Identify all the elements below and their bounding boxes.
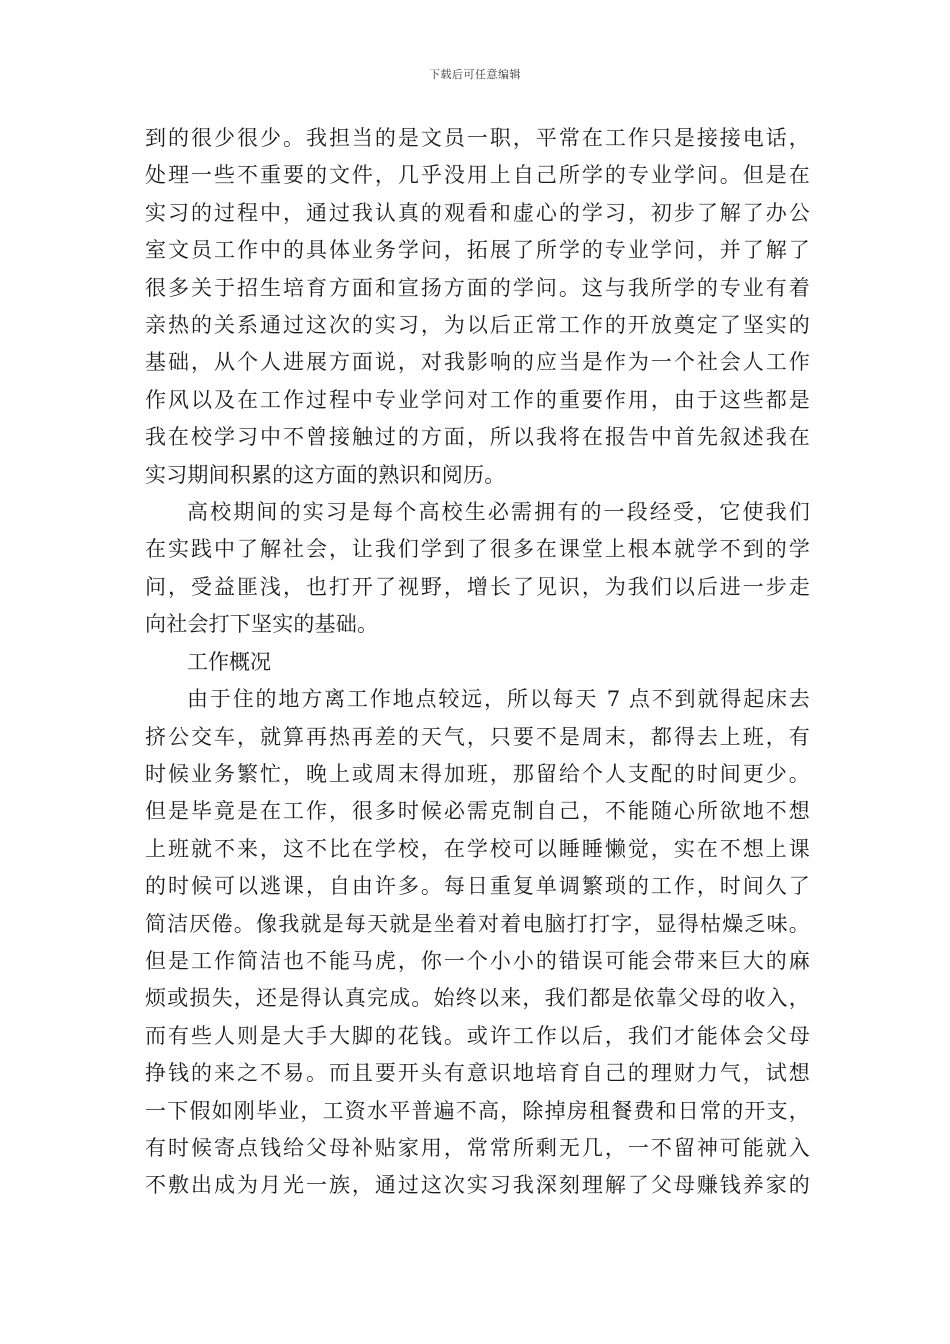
text-line: 挣钱的来之不易。而且要开头有意识地培育自己的理财力气，试想 xyxy=(145,1061,810,1086)
document-body xyxy=(145,120,810,1205)
text-line: 时候业务繁忙，晚上或周末得加班，那留给个人支配的时间更少。 xyxy=(145,761,810,786)
text-line: 亲热的关系通过这次的实习，为以后正常工作的开放奠定了坚实的 xyxy=(145,313,810,338)
text-line: 很多关于招生培育方面和宣扬方面的学问。这与我所学的专业有着 xyxy=(145,275,810,300)
text-line: 高校期间的实习是每个高校生必需拥有的一段经受，它使我们 xyxy=(187,500,810,525)
text-line: 上班就不来，这不比在学校，在学校可以睡睡懒觉，实在不想上课 xyxy=(145,836,810,861)
text-line: 不敷出成为月光一族，通过这次实习我深刻理解了父母赚钱养家的 xyxy=(145,1173,810,1198)
paragraph-2 xyxy=(145,494,810,644)
text-line: 实习期间积累的这方面的熟识和阅历。 xyxy=(145,462,506,487)
text-line: 的时候可以逃课，自由许多。每日重复单调繁琐的工作，时间久了 xyxy=(145,874,810,899)
text-line: 处理一些不重要的文件，几乎没用上自己所学的专业学问。但是在 xyxy=(145,163,810,188)
page-header: 下载后可任意编辑 xyxy=(429,68,521,81)
text-line: 在实践中了解社会，让我们学到了很多在课堂上根本就学不到的学 xyxy=(145,537,810,562)
text-line: 有时候寄点钱给父母补贴家用，常常所剩无几，一不留神可能就入 xyxy=(145,1135,810,1160)
text-line: 作风以及在工作过程中专业学问对工作的重要作用，由于这些都是 xyxy=(145,387,810,412)
text-line: 到的很少很少。我担当的是文员一职，平常在工作只是接接电话， xyxy=(145,126,810,150)
text-line: 我在校学习中不曾接触过的方面，所以我将在报告中首先叙述我在 xyxy=(145,425,810,450)
text-line: 烦或损失，还是得认真完成。始终以来，我们都是依靠父母的收入， xyxy=(145,986,810,1011)
text-line: 但是工作简洁也不能马虎，你一个小小的错误可能会带来巨大的麻 xyxy=(145,948,810,973)
text-line: 实习的过程中，通过我认真的观看和虚心的学习，初步了解了办公 xyxy=(145,200,810,225)
paragraph-3 xyxy=(145,681,810,1205)
text-line: 问，受益匪浅，也打开了视野，增长了见识，为我们以后进一步走 xyxy=(145,574,810,599)
text-line: 由于住的地方离工作地点较远，所以每天 7 点不到就得起床去 xyxy=(187,687,810,712)
text-line: 但是毕竟是在工作，很多时候必需克制自己，不能随心所欲地不想 xyxy=(145,799,810,824)
text-line: 室文员工作中的具体业务学问，拓展了所学的专业学问，并了解了 xyxy=(145,238,810,263)
text-line: 一下假如刚毕业，工资水平普遍不高，除掉房租餐费和日常的开支， xyxy=(145,1098,810,1123)
text-line: 简洁厌倦。像我就是每天就是坐着对着电脑打打字，显得枯燥乏味。 xyxy=(145,911,810,936)
text-line: 而有些人则是大手大脚的花钱。或许工作以后，我们才能体会父母 xyxy=(145,1023,810,1048)
text-line: 挤公交车，就算再热再差的天气，只要不是周末，都得去上班，有 xyxy=(145,724,810,749)
text-line: 向社会打下坚实的基础。 xyxy=(145,612,379,637)
section-heading: 工作概况 xyxy=(187,649,271,674)
text-line: 基础，从个人进展方面说，对我影响的应当是作为一个社会人工作 xyxy=(145,350,810,375)
paragraph-1 xyxy=(145,120,810,494)
